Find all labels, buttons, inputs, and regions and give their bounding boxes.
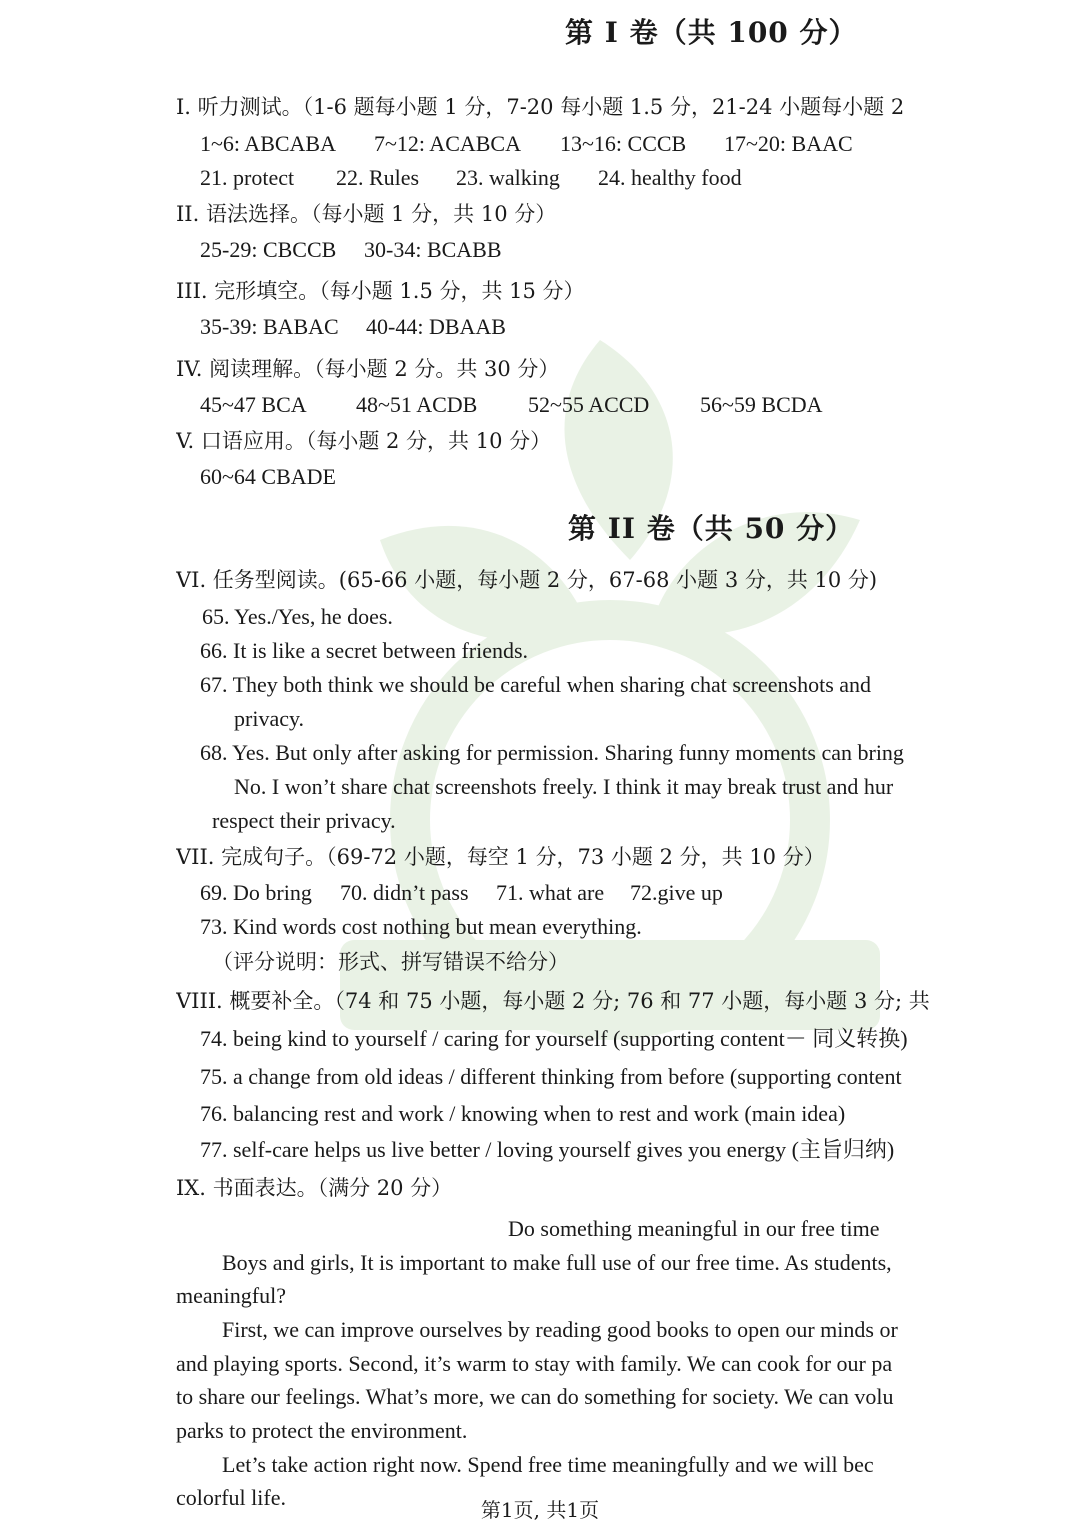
answer-group: 13~16: CCCB	[560, 131, 687, 156]
writing-heading: IX. 书面表达。（满分 20 分）	[176, 1176, 453, 1200]
answer-77: 77. self-care helps us live better / loving yourself gives you energy (主旨归纳)	[200, 1137, 895, 1162]
answer-68-cont: respect their privacy.	[212, 808, 396, 833]
answer-67-cont: privacy.	[234, 706, 305, 731]
answer-74: 74. being kind to yourself / caring for yourself (supporting content－ 同义转换)	[200, 1026, 908, 1051]
reading-heading: IV. 阅读理解。（每小题 2 分。共 30 分）	[176, 357, 560, 381]
essay-line: parks to protect the environment.	[176, 1418, 468, 1443]
cloze-heading: III. 完形填空。（每小题 1.5 分，共 15 分）	[176, 279, 585, 303]
speaking-heading: V. 口语应用。（每小题 2 分，共 10 分）	[176, 429, 552, 453]
answer-group: 25-29: CBCCB	[200, 237, 337, 262]
grammar-heading: II. 语法选择。（每小题 1 分，共 10 分）	[176, 202, 557, 226]
answer-65: 65. Yes./Yes, he does.	[202, 604, 393, 629]
answer-group: 40-44: DBAAB	[366, 314, 506, 339]
answer-68: 68. Yes. But only after asking for permission. Sharing funny moments can bring	[200, 740, 904, 765]
answer-73: 73. Kind words cost nothing but mean everything.	[200, 914, 642, 939]
task-reading-heading: VI. 任务型阅读。(65-66 小题，每小题 2 分，67-68 小题 3 分，共 10 分)	[176, 568, 878, 592]
watermark-logo	[300, 300, 920, 1100]
answer-group: 23. walking	[456, 165, 560, 190]
essay-title: Do something meaningful in our free time	[508, 1216, 880, 1241]
answer-75: 75. a change from old ideas / different thinking from before (supporting content	[200, 1064, 902, 1089]
essay-line: Let’s take action right now. Spend free time meaningfully and we will bec	[222, 1452, 874, 1477]
answer-group: 69. Do bring	[200, 880, 312, 905]
answer-66: 66. It is like a secret between friends.	[200, 638, 529, 663]
page-footer: 第1页, 共1页	[480, 1498, 600, 1522]
answer-68-alt: No. I won’t share chat screenshots freely. I think it may break trust and hur	[234, 774, 894, 799]
answer-group: 35-39: BABAC	[200, 314, 339, 339]
cloze-answers	[200, 312, 1080, 342]
answer-group: 1~6: ABCABA	[200, 131, 336, 156]
answer-76: 76. balancing rest and work / knowing when to rest and work (main idea)	[200, 1101, 846, 1126]
answer-group: 56~59 BCDA	[700, 392, 823, 417]
answer-67: 67. They both think we should be careful when sharing chat screenshots and	[200, 672, 872, 697]
essay-line: colorful life.	[176, 1485, 286, 1510]
part1-title: 第 I 卷（共 100 分）	[565, 18, 858, 48]
essay-line: to share our feelings. What’s more, we can do something for society. We can volu	[176, 1384, 894, 1409]
answer-group: 45~47 BCA	[200, 392, 307, 417]
answer-group: 30-34: BCABB	[364, 237, 502, 262]
speaking-answers	[200, 462, 1080, 492]
answer-group: 17~20: BAAC	[724, 131, 853, 156]
answer-group: 7~12: ACABCA	[374, 131, 521, 156]
answer-group: 70. didn’t pass	[340, 880, 469, 905]
essay-line: meaningful?	[176, 1283, 286, 1308]
sentences-answers	[200, 878, 1080, 908]
reading-answers	[200, 390, 1080, 420]
answer-group: 72.give up	[630, 880, 723, 905]
answer-group: 52~55 ACCD	[528, 392, 650, 417]
essay-line: and playing sports. Second, it’s warm to stay with family. We can cook for our pa	[176, 1351, 893, 1376]
listening-heading: I. 听力测试。（1-6 题每小题 1 分，7-20 每小题 1.5 分，21-24 小题每小题 2	[176, 95, 905, 119]
listening-answers-row2	[200, 163, 1080, 193]
essay-line: Boys and girls, It is important to make full use of our free time. As students,	[222, 1250, 892, 1275]
grammar-answers	[200, 235, 1080, 265]
essay-line: First, we can improve ourselves by reading good books to open our minds or	[222, 1317, 898, 1342]
answer-group: 22. Rules	[336, 165, 420, 190]
answer-group: 60~64 CBADE	[200, 464, 336, 489]
answer-group: 24. healthy food	[598, 165, 742, 190]
answer-group: 21. protect	[200, 165, 295, 190]
summary-heading: VIII. 概要补全。（74 和 75 小题，每小题 2 分; 76 和 77 小题，每小题 3 分; 共	[176, 989, 930, 1013]
listening-answers-row1	[200, 129, 1080, 159]
part2-title: 第 II 卷（共 50 分）	[568, 514, 855, 544]
scoring-note: （评分说明：形式、拼写错误不给分）	[212, 950, 569, 974]
answer-group: 48~51 ACDB	[356, 392, 478, 417]
sentences-heading: VII. 完成句子。（69-72 小题，每空 1 分，73 小题 2 分，共 10 分）	[176, 845, 825, 869]
answer-group: 71. what are	[496, 880, 605, 905]
